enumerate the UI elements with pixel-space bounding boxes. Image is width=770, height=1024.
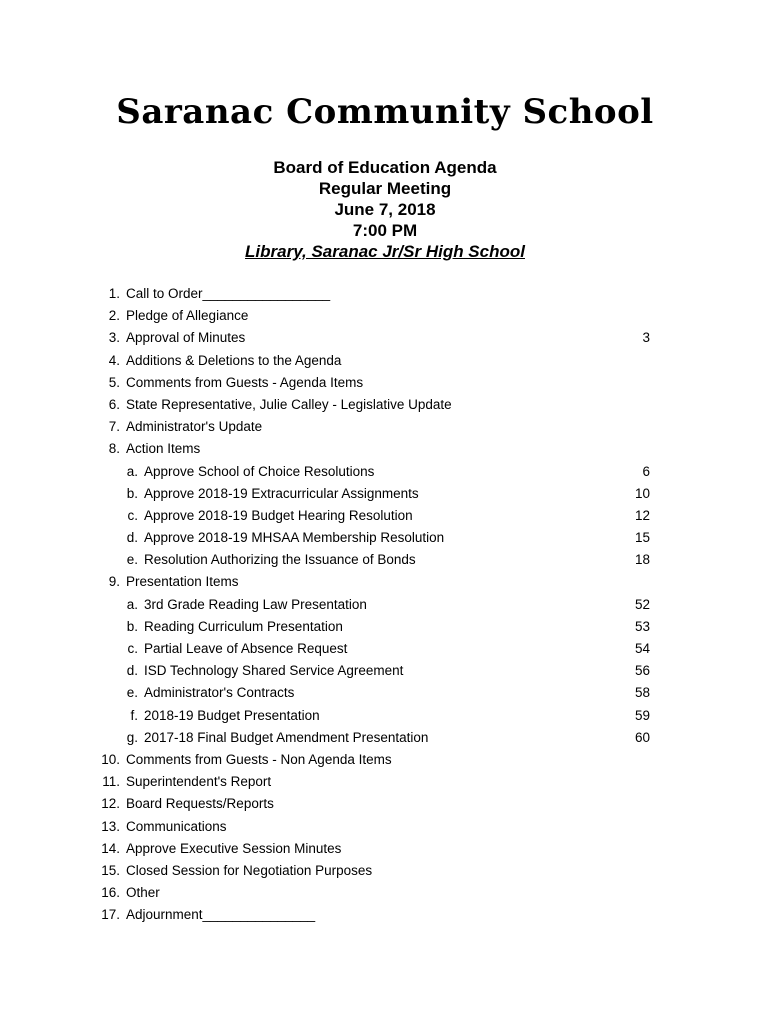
meeting-date: June 7, 2018 bbox=[334, 200, 436, 219]
page-number: 56 bbox=[634, 663, 650, 679]
agenda-item bbox=[0, 305, 770, 327]
item-text: Administrator's Contracts bbox=[144, 685, 295, 701]
item-number: 5. bbox=[108, 374, 120, 390]
page-number: 6 bbox=[642, 463, 650, 479]
item-number: 13. bbox=[101, 818, 120, 834]
item-number: g. bbox=[126, 729, 138, 745]
item-text: Action Items bbox=[126, 441, 201, 457]
agenda-list bbox=[0, 283, 770, 926]
item-number: b. bbox=[126, 618, 138, 634]
item-text: Approval of Minutes bbox=[126, 330, 246, 346]
item-text: Approve 2018-19 MHSAA Membership Resolution bbox=[144, 530, 445, 546]
agenda-item bbox=[0, 416, 770, 438]
item-number: 12. bbox=[101, 796, 120, 812]
agenda-item bbox=[0, 372, 770, 394]
page-number: 60 bbox=[634, 729, 650, 745]
page-number: 52 bbox=[634, 596, 650, 612]
agenda-heading: Board of Education Agenda bbox=[273, 158, 497, 177]
item-text: Additions & Deletions to the Agenda bbox=[126, 352, 342, 368]
agenda-subitem bbox=[0, 638, 770, 660]
item-number: f. bbox=[130, 707, 138, 723]
agenda-subitem bbox=[0, 505, 770, 527]
document-title: Saranac Community School bbox=[116, 92, 654, 132]
item-text: Communications bbox=[126, 818, 227, 834]
item-number: 3. bbox=[108, 330, 120, 346]
item-text: Resolution Authorizing the Issuance of Bonds bbox=[144, 552, 416, 568]
page-number: 3 bbox=[642, 330, 650, 346]
item-number: 9. bbox=[108, 574, 120, 590]
agenda-subitem bbox=[0, 616, 770, 638]
agenda-item bbox=[0, 793, 770, 815]
item-number: a. bbox=[126, 596, 138, 612]
item-number: 11. bbox=[102, 774, 120, 790]
item-text: Other bbox=[126, 885, 160, 901]
agenda-item bbox=[0, 860, 770, 882]
item-number: 17. bbox=[101, 907, 120, 923]
item-number: e. bbox=[126, 685, 138, 701]
item-text: Approve 2018-19 Extracurricular Assignments bbox=[144, 485, 419, 501]
agenda-item bbox=[0, 327, 770, 349]
item-number: 16. bbox=[101, 885, 120, 901]
item-text: Closed Session for Negotiation Purposes bbox=[126, 862, 373, 878]
item-text: 2017-18 Final Budget Amendment Presentation bbox=[144, 729, 429, 745]
page-number: 10 bbox=[634, 485, 650, 501]
agenda-subitem bbox=[0, 727, 770, 749]
item-number: 2. bbox=[108, 308, 120, 324]
item-number: 7. bbox=[108, 419, 120, 435]
item-number: 10. bbox=[101, 751, 120, 767]
item-number: e. bbox=[126, 552, 138, 568]
item-text: Comments from Guests - Non Agenda Items bbox=[126, 751, 392, 767]
item-number: d. bbox=[126, 530, 138, 546]
page-number: 58 bbox=[634, 685, 650, 701]
item-number: 14. bbox=[101, 840, 120, 856]
agenda-item bbox=[0, 350, 770, 372]
item-text: Approve School of Choice Resolutions bbox=[144, 463, 375, 479]
agenda-item bbox=[0, 838, 770, 860]
meeting-time: 7:00 PM bbox=[352, 221, 418, 240]
agenda-subitem bbox=[0, 549, 770, 571]
item-text: Adjournment_______________ bbox=[126, 907, 316, 923]
item-text: Approve 2018-19 Budget Hearing Resolution bbox=[144, 507, 413, 523]
agenda-subitem bbox=[0, 682, 770, 704]
item-number: c. bbox=[127, 507, 138, 523]
agenda-item bbox=[0, 904, 770, 926]
item-number: b. bbox=[126, 485, 138, 501]
item-number: 4. bbox=[108, 352, 120, 368]
agenda-subitem bbox=[0, 461, 770, 483]
agenda-item bbox=[0, 771, 770, 793]
agenda-item bbox=[0, 394, 770, 416]
page-number: 18 bbox=[634, 552, 650, 568]
item-text: Call to Order_________________ bbox=[126, 286, 331, 301]
meeting-type: Regular Meeting bbox=[318, 179, 452, 198]
item-text: Presentation Items bbox=[126, 574, 239, 590]
agenda-item bbox=[0, 749, 770, 771]
item-text: Board Requests/Reports bbox=[126, 796, 274, 812]
item-text: Superintendent's Report bbox=[126, 774, 272, 790]
item-text: Approve Executive Session Minutes bbox=[126, 840, 342, 856]
agenda-item bbox=[0, 816, 770, 838]
page-number: 12 bbox=[634, 507, 650, 523]
agenda-item bbox=[0, 882, 770, 904]
agenda-subitem bbox=[0, 527, 770, 549]
agenda-subitem bbox=[0, 705, 770, 727]
item-number: d. bbox=[126, 663, 138, 679]
item-number: 1. bbox=[108, 286, 120, 301]
page-number: 53 bbox=[634, 618, 650, 634]
item-text: Partial Leave of Absence Request bbox=[144, 641, 348, 656]
item-text: Pledge of Allegiance bbox=[126, 308, 249, 324]
item-number: c. bbox=[127, 641, 138, 656]
item-text: Administrator's Update bbox=[126, 419, 263, 435]
agenda-item bbox=[0, 283, 770, 305]
page-number: 59 bbox=[634, 707, 650, 723]
item-text: State Representative, Julie Calley - Legislative Update bbox=[126, 396, 452, 412]
item-text: 2018-19 Budget Presentation bbox=[144, 707, 320, 723]
item-number: a. bbox=[126, 463, 138, 479]
item-number: 15. bbox=[101, 862, 120, 878]
agenda-item bbox=[0, 438, 770, 460]
agenda-subitem bbox=[0, 594, 770, 616]
item-number: 6. bbox=[108, 396, 120, 412]
page-number: 54 bbox=[634, 641, 650, 656]
item-text: 3rd Grade Reading Law Presentation bbox=[144, 596, 367, 612]
page-number: 15 bbox=[634, 530, 650, 546]
agenda-subitem bbox=[0, 483, 770, 505]
item-text: Reading Curriculum Presentation bbox=[144, 618, 343, 634]
agenda-subitem bbox=[0, 660, 770, 682]
item-number: 8. bbox=[108, 441, 120, 457]
item-text: Comments from Guests - Agenda Items bbox=[126, 374, 364, 390]
meeting-location: Library, Saranac Jr/Sr High School bbox=[245, 242, 525, 261]
agenda-item bbox=[0, 571, 770, 593]
item-text: ISD Technology Shared Service Agreement bbox=[144, 663, 404, 679]
